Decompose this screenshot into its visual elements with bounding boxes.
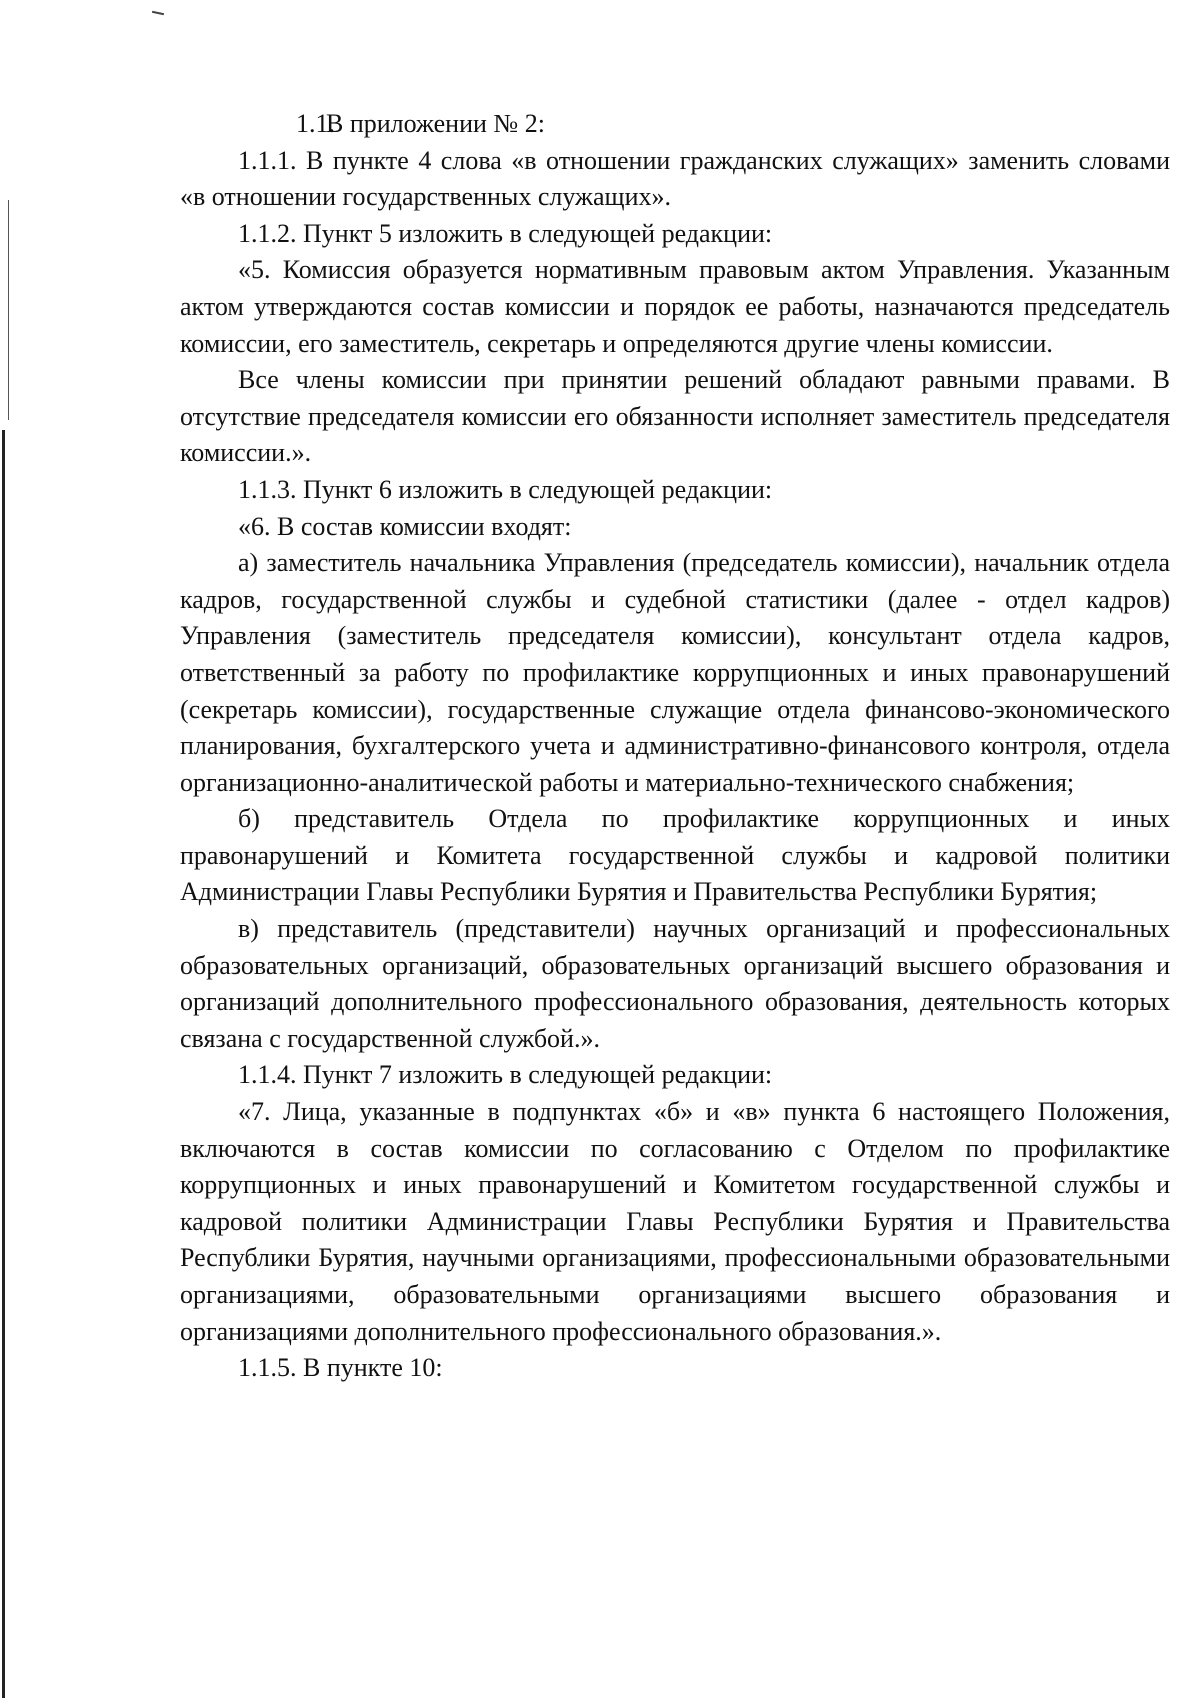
scan-edge-border [2,430,5,1698]
paragraph-point-5: «5. Комиссия образуется нормативным правовым актом Управления. Указанным актом утверждаются состав комиссии и порядок ее работы, назначаются председатель комиссии, его заместитель, секретарь и определяются другие члены комиссии. [180,255,1170,358]
paragraph-1-1-5: 1.1.5. В пункте 10: [238,1353,443,1383]
paragraph-1-1-1: 1.1.1. В пункте 4 слова «в отношении гражданских служащих» заменить словами «в отношении государственных служащих». [180,145,1170,212]
paragraph-point-6-v: в) представитель (представители) научных организаций и профессиональных образовательных организаций, образовательных организаций высшего образования и организаций дополнительного профессионального образования, деятельность которых связана с государственной службой.». [180,914,1170,1053]
paragraph-point-5-cont: Все члены комиссии при принятии решений обладают равными правами. В отсутствие председателя комиссии его обязанности исполняет заместитель председателя комиссии.». [180,365,1170,468]
paragraph-1-1-3: 1.1.3. Пункт 6 изложить в следующей редакции: [238,474,773,504]
section-title: В приложении № 2: [326,109,545,138]
section-number: 1.1. [296,109,335,138]
paragraph-point-6: «6. В состав комиссии входят: [238,511,572,541]
paragraph-1-1-2: 1.1.2. Пункт 5 изложить в следующей редакции: [238,218,773,248]
paragraph-1-1-4: 1.1.4. Пункт 7 изложить в следующей редакции: [238,1060,773,1090]
paragraph-point-6-b: б) представитель Отдела по профилактике коррупционных и иных правонарушений и Комитета государственной службы и кадровой политики Администрации Главы Республики Бурятия и Правительства Республики Бурятия; [180,804,1170,907]
scan-speck [152,11,164,15]
paragraph-point-7: «7. Лица, указанные в подпунктах «б» и «в» пункта 6 настоящего Положения, включаются в состав комиссии по согласованию с Отделом по профилактике коррупционных и иных правонарушений и Комитетом государственной службы и кадровой политики Администрации Главы Республики Бурятия и Правительства Республики Бурятия, научными организациями, профессиональными образовательными организациями, образовательными организациями высшего образования и организациями дополнительного профессионального образования.». [180,1097,1170,1346]
scan-edge-mark [8,200,9,420]
paragraph-1-1 [180,106,1170,143]
paragraph-point-6-a: а) заместитель начальника Управления (председатель комиссии), начальник отдела кадров, государственной службы и судебной статистики (далее - отдел кадров) Управления (заместитель председателя комиссии), консультант отдела кадров, ответственный за работу по профилактике коррупционных и иных правонарушений (секретарь комиссии), государственные служащие отдела финансово-экономического планирования, бухгалтерского учета и административно-финансового контроля, отдела организационно-аналитической работы и материально-технического снабжения; [180,548,1170,797]
document-body [180,106,1170,1387]
